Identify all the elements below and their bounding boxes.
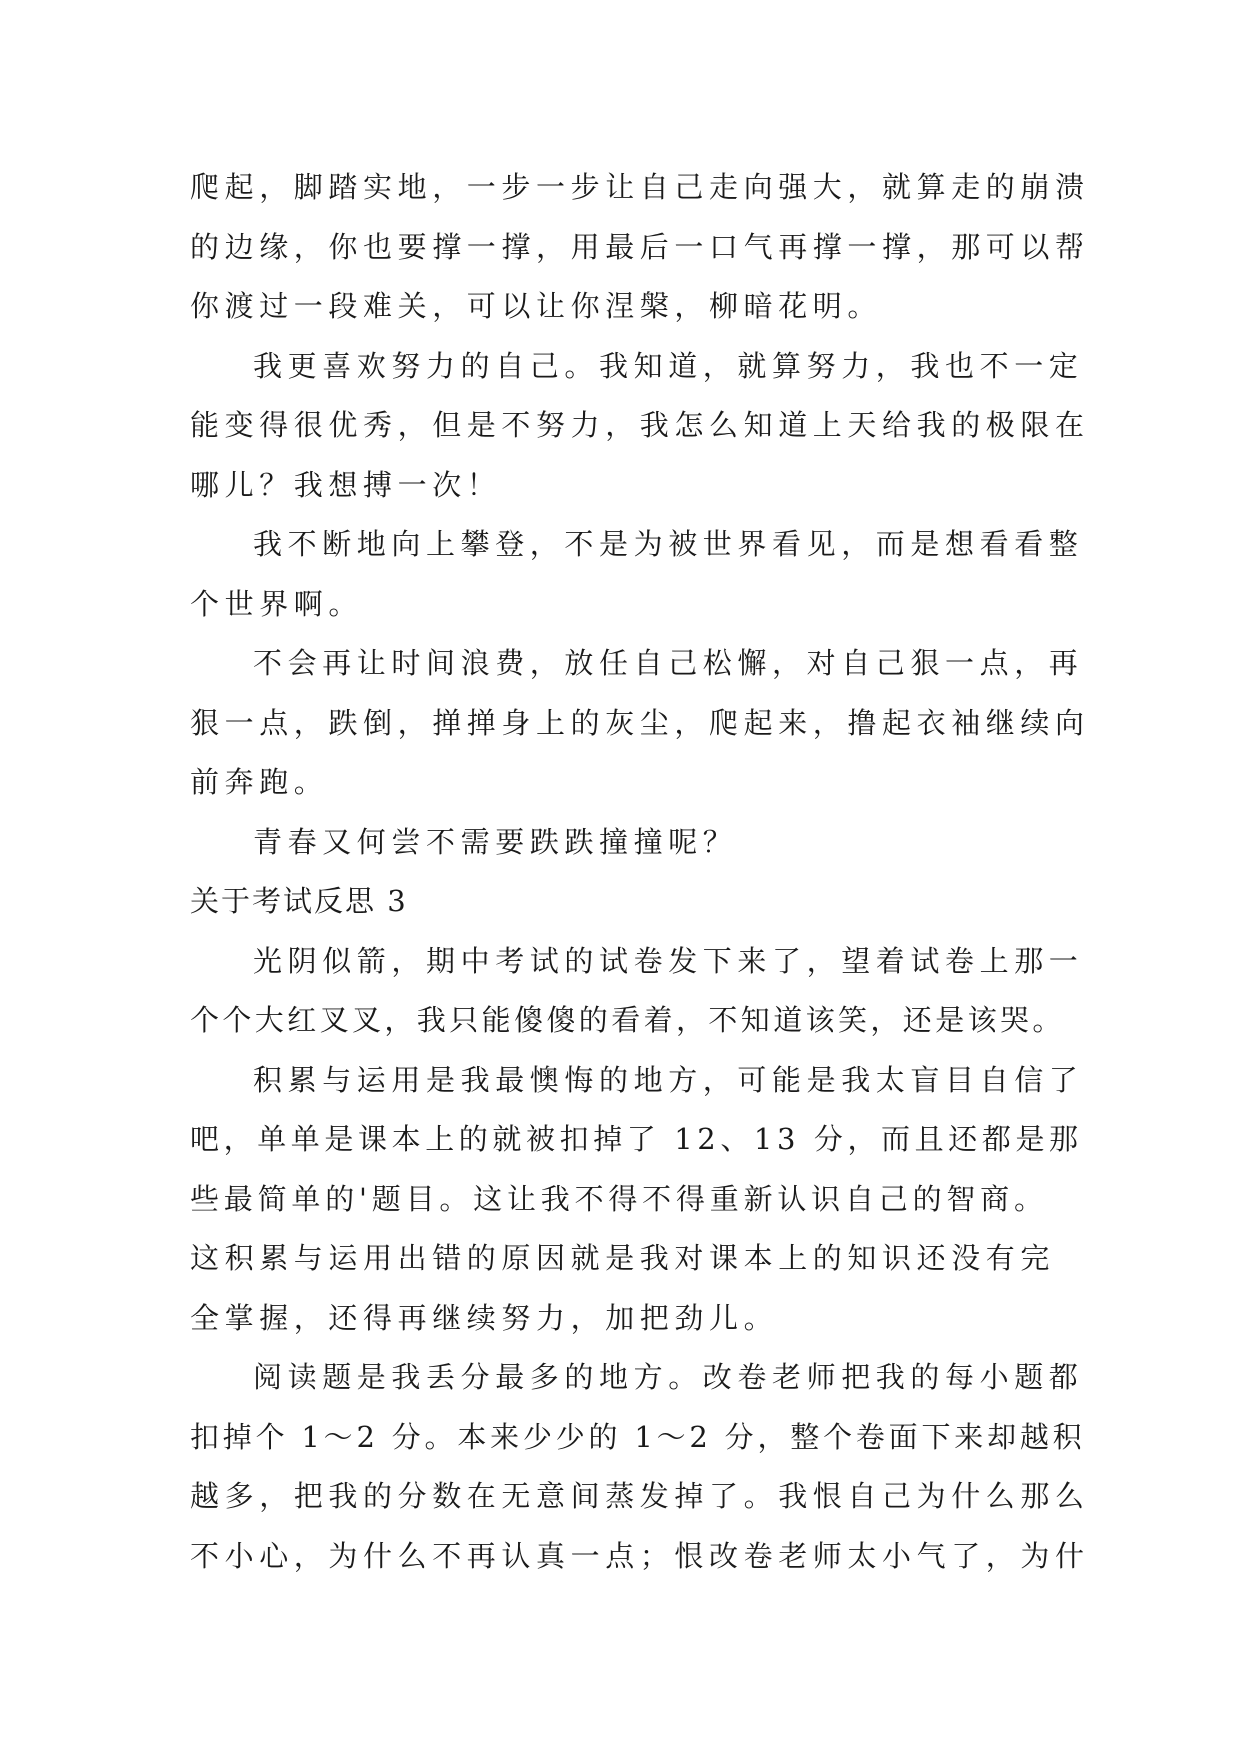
text-line: 你渡过一段难关，可以让你涅槃，柳暗花明。 xyxy=(190,289,883,323)
paragraph-first-line: 我不断地向上攀登，不是为被世界看见，而是想看看整 xyxy=(253,527,1084,561)
paragraph-first-line: 青春又何尝不需要跌跌撞撞呢？ xyxy=(253,824,738,859)
text-line: 的边缘，你也要撑一撑，用最后一口气再撑一撑，那可以帮 xyxy=(190,229,1090,264)
paragraph-first-line: 光阴似箭，期中考试的试卷发下来了，望着试卷上那一 xyxy=(253,943,1084,978)
text-line: 些最简单的'题目。这让我不得不得重新认识自己的智商。 xyxy=(190,1181,1048,1216)
text-line: 个个大红叉叉，我只能傻傻的看着，不知道该笑，还是该哭。 xyxy=(190,1003,1065,1037)
text-line: 狠一点，跌倒，掸掸身上的灰尘，爬起来，撸起衣袖继续向 xyxy=(190,705,1090,740)
text-line: 前奔跑。 xyxy=(190,765,329,799)
text-line: 扣掉个 1～2 分。本来少少的 1～2 分，整个卷面下来却越积 xyxy=(190,1419,1086,1454)
text-line: 不小心，为什么不再认真一点；恨改卷老师太小气了，为什 xyxy=(190,1538,1090,1573)
paragraph-first-line: 积累与运用是我最懊悔的地方，可能是我太盲目自信了 xyxy=(253,1062,1084,1097)
section-heading: 关于考试反思 3 xyxy=(190,884,408,918)
paragraph-first-line: 不会再让时间浪费，放任自己松懈，对自己狠一点，再 xyxy=(253,646,1084,680)
text-line: 哪儿？我想搏一次！ xyxy=(190,467,502,502)
paragraph-first-line: 阅读题是我丢分最多的地方。改卷老师把我的每小题都 xyxy=(253,1360,1084,1394)
text-line: 吧，单单是课本上的就被扣掉了 12、13 分，而且还都是那 xyxy=(190,1122,1083,1156)
text-line: 爬起，脚踏实地，一步一步让自己走向强大，就算走的崩溃 xyxy=(190,170,1090,204)
text-line: 能变得很优秀，但是不努力，我怎么知道上天给我的极限在 xyxy=(190,408,1090,442)
document-body xyxy=(190,158,1090,1586)
text-line: 这积累与运用出错的原因就是我对课本上的知识还没有完 xyxy=(190,1241,1056,1275)
text-line: 全掌握，还得再继续努力，加把劲儿。 xyxy=(190,1300,779,1335)
text-line: 个世界啊。 xyxy=(190,586,364,621)
text-line: 越多，把我的分数在无意间蒸发掉了。我恨自己为什么那么 xyxy=(190,1479,1090,1513)
paragraph-first-line: 我更喜欢努力的自己。我知道，就算努力，我也不一定 xyxy=(253,348,1084,383)
